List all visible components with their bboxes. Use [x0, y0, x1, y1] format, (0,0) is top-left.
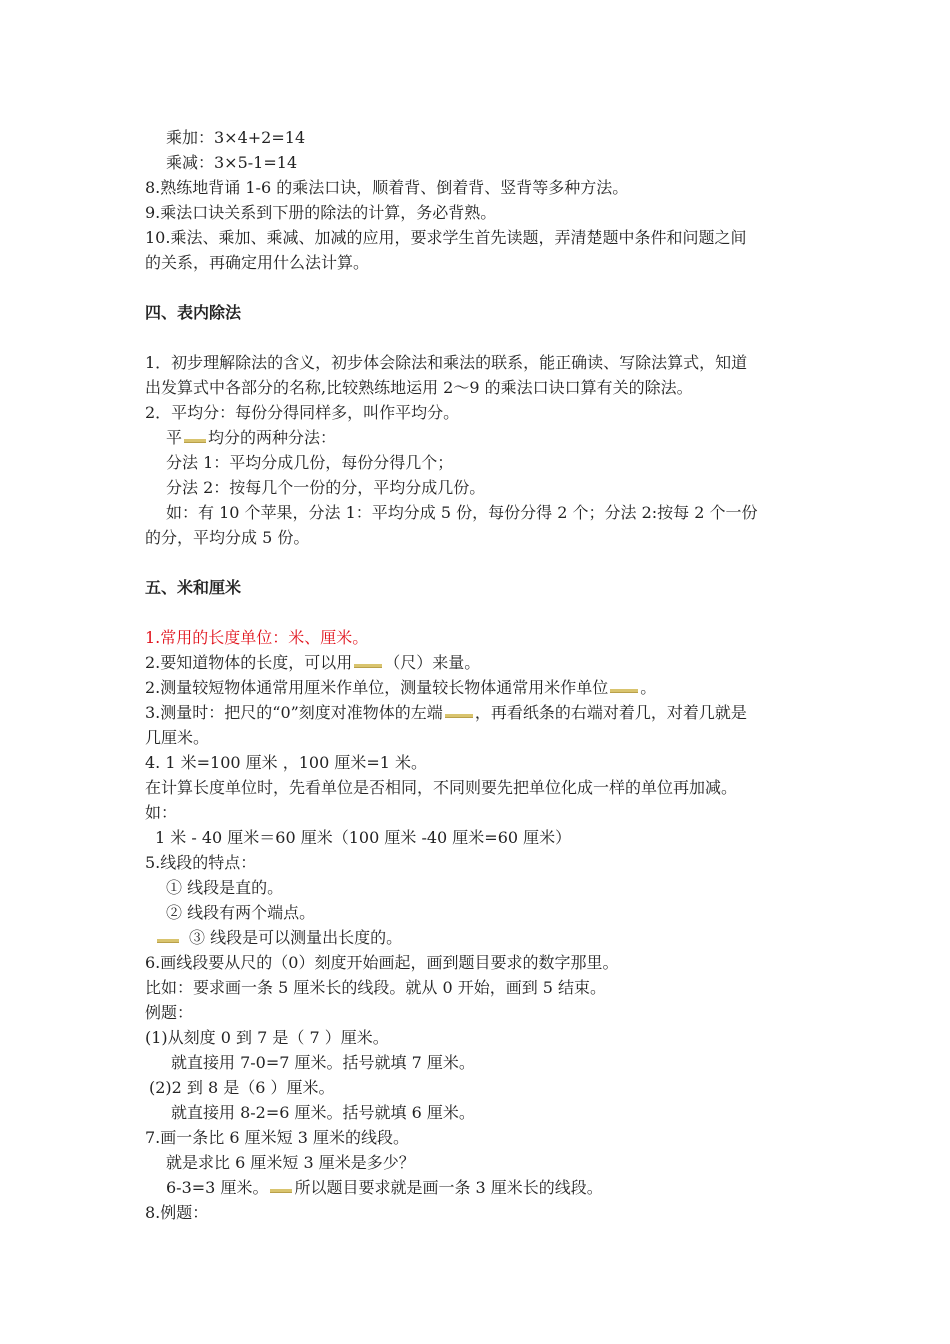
text-line: 2．平均分：每份分得同样多，叫作平均分。	[145, 403, 460, 422]
text-line: 分法 2：按每几个一份的分，平均分成几份。	[166, 478, 486, 497]
text-segment: ③ 线段是可以测量出长度的。	[189, 928, 403, 947]
highlight-mark	[157, 939, 179, 943]
text-line: 几厘米。	[145, 728, 210, 747]
text-segment: （尺）来量。	[384, 653, 481, 672]
text-line: 乘减：3×5-1=14	[166, 153, 298, 172]
text-line	[145, 650, 815, 675]
text-line	[166, 425, 836, 450]
text-line	[166, 1175, 836, 1200]
section-heading: 五、米和厘米	[145, 578, 242, 597]
text-line: (1)从刻度 0 到 7 是（ 7 ）厘米。	[145, 1028, 389, 1047]
text-line: 比如：要求画一条 5 厘米长的线段。就从 0 开始，画到 5 结束。	[145, 978, 607, 997]
text-line	[145, 700, 815, 725]
text-segment: ，再看纸条的右端对着几，对着几就是	[474, 703, 747, 722]
text-segment: 所以题目要求就是画一条 3 厘米长的线段。	[294, 1178, 603, 1197]
text-line	[145, 675, 815, 700]
highlight-mark	[354, 664, 382, 668]
text-line: 4. 1 米=100 厘米 ，100 厘米=1 米。	[145, 753, 428, 772]
text-line: 乘加：3×4+2=14	[166, 128, 306, 147]
text-segment: 3.测量时：把尺的“0”刻度对准物体的左端	[145, 703, 443, 722]
text-segment: 6-3=3 厘米。	[166, 1178, 269, 1197]
list-item	[155, 925, 825, 950]
text-line: 8.例题：	[145, 1203, 209, 1222]
text-segment: 均分的两种分法：	[208, 428, 337, 447]
text-line: 9.乘法口诀关系到下册的除法的计算，务必背熟。	[145, 203, 497, 222]
text-line: 10.乘法、乘加、乘减、加减的应用，要求学生首先读题，弄清楚题中条件和问题之间	[145, 228, 747, 247]
text-line: 就是求比 6 厘米短 3 厘米是多少？	[166, 1153, 415, 1172]
text-line: 8.熟练地背诵 1-6 的乘法口诀，顺着背、倒着背、竖背等多种方法。	[145, 178, 629, 197]
text-line: 1．初步理解除法的含义，初步体会除法和乘法的联系，能正确读、写除法算式，知道	[145, 353, 748, 372]
text-line: 在计算长度单位时，先看单位是否相同，不同则要先把单位化成一样的单位再加减。	[145, 778, 738, 797]
text-line: 7.画一条比 6 厘米短 3 厘米的线段。	[145, 1128, 409, 1147]
text-line: 的关系，再确定用什么法计算。	[145, 253, 370, 272]
text-line: 如：	[145, 803, 178, 822]
list-item: ② 线段有两个端点。	[166, 903, 316, 922]
list-item: ① 线段是直的。	[166, 878, 284, 897]
highlight-mark	[270, 1189, 292, 1193]
text-line: 1 米 - 40 厘米＝60 厘米（100 厘米 -40 厘米=60 厘米）	[155, 828, 572, 847]
text-line: 如：有 10 个苹果，分法 1：平均分成 5 份，每份分得 2 个；分法 2:按每 2 个一份	[166, 503, 758, 522]
highlight-mark	[445, 714, 473, 718]
text-line: 6.画线段要从尺的（0）刻度开始画起，画到题目要求的数字那里。	[145, 953, 619, 972]
highlight-text-line: 1.常用的长度单位：米、厘米。	[145, 628, 369, 647]
text-line: 出发算式中各部分的名称,比较熟练地运用 2～9 的乘法口诀口算有关的除法。	[145, 378, 693, 397]
text-segment: 2.要知道物体的长度，可以用	[145, 653, 353, 672]
text-line: 就直接用 8-2=6 厘米。括号就填 6 厘米。	[171, 1103, 475, 1122]
text-line: (2)2 到 8 是（6 ）厘米。	[149, 1078, 335, 1097]
text-segment: 2.测量较短物体通常用厘米作单位，测量较长物体通常用米作单位	[145, 678, 609, 697]
text-line: 5.线段的特点：	[145, 853, 257, 872]
text-segment: 平	[166, 428, 183, 447]
text-line: 就直接用 7-0=7 厘米。括号就填 7 厘米。	[171, 1053, 475, 1072]
section-heading: 四、表内除法	[145, 303, 242, 322]
highlight-mark	[610, 689, 638, 693]
text-line: 例题：	[145, 1003, 194, 1022]
text-line: 分法 1：平均分成几份，每份分得几个；	[166, 453, 454, 472]
highlight-mark	[184, 439, 206, 443]
text-segment: 。	[640, 678, 657, 697]
text-line: 的分，平均分成 5 份。	[145, 528, 310, 547]
